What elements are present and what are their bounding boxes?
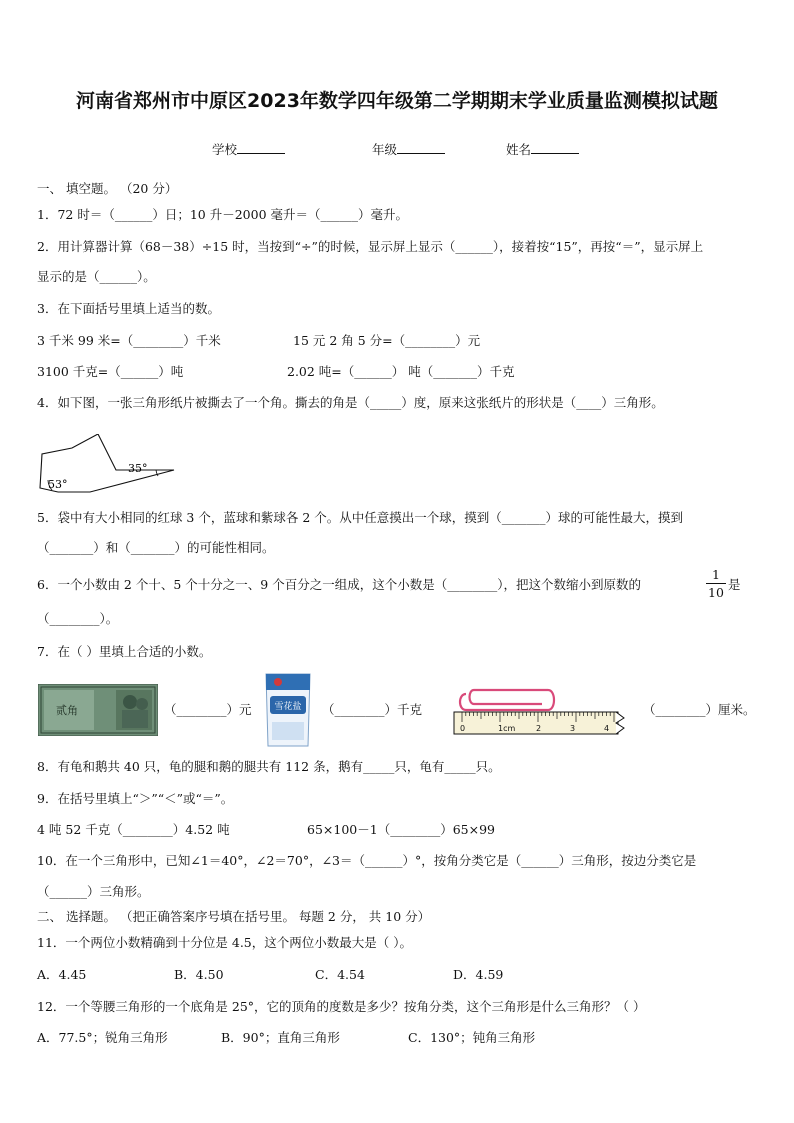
- question-12-option-a[interactable]: A．77.5°；锐角三角形: [37, 1030, 168, 1045]
- question-11-option-b[interactable]: B．4.50: [174, 967, 224, 982]
- question-11: 11．一个两位小数精确到十分位是 4.5，这个两位小数最大是（ ）。: [37, 935, 412, 950]
- question-3d: 2.02 吨=（______） 吨（_______）千克: [287, 364, 515, 379]
- question-2-line-1: 2．用计算器计算（68－38）÷15 时，当按到“÷”的时候，显示屏上显示（______），接着按“15”，再按“＝”，显示屏上: [37, 239, 704, 254]
- question-9: 9．在括号里填上“＞”“＜”或“＝”。: [37, 791, 234, 806]
- question-7-money-blank: （________）元: [164, 702, 252, 717]
- question-6-line-2: （________）。: [37, 611, 119, 626]
- fraction-one-tenth: 1 10: [706, 567, 726, 600]
- ruler-label-1: 1cm: [498, 724, 516, 733]
- question-1: 1．72 时＝（______）日；10 升－2000 毫升＝（______）毫升。: [37, 207, 408, 222]
- ruler-label-0: 0: [460, 724, 466, 733]
- banknote-image: [38, 684, 158, 736]
- question-3: 3．在下面括号里填上适当的数。: [37, 301, 220, 316]
- question-6-tail: 是: [728, 577, 741, 592]
- question-3a: 3 千米 99 米=（________）千米: [37, 333, 221, 348]
- banknote-label: 贰角: [56, 704, 78, 717]
- question-8: 8．有龟和鹅共 40 只，龟的腿和鹅的腿共有 112 条，鹅有_____只，龟有_____只。: [37, 759, 501, 774]
- question-10-line-1: 10．在一个三角形中，已知∠1＝40°，∠2＝70°，∠3＝（______）°，按角分类它是（______）三角形，按边分类它是: [37, 853, 697, 868]
- question-3c: 3100 千克=（______）吨: [37, 364, 184, 379]
- grade-field[interactable]: 年级: [372, 140, 445, 158]
- angle-53-label: 53°: [48, 478, 68, 491]
- question-11-option-d[interactable]: D．4.59: [453, 967, 504, 982]
- school-field[interactable]: 学校: [212, 140, 285, 158]
- question-2-line-2: 显示的是（______）。: [37, 269, 156, 284]
- question-4: 4．如下图，一张三角形纸片被撕去了一个角。撕去的角是（_____）度，原来这张纸片的形状是（____）三角形。: [37, 395, 664, 410]
- question-11-option-a[interactable]: A．4.45: [37, 967, 87, 982]
- name-field[interactable]: 姓名: [506, 140, 579, 158]
- question-3b: 15 元 2 角 5 分=（________）元: [293, 333, 481, 348]
- angle-35-label: 35°: [128, 462, 148, 475]
- section-1-heading: 一、 填空题。 （20 分）: [37, 181, 178, 196]
- question-12-option-b[interactable]: B．90°；直角三角形: [221, 1030, 340, 1045]
- ruler-label-2: 2: [536, 724, 542, 733]
- question-9a: 4 吨 52 千克（________）4.52 吨: [37, 822, 230, 837]
- question-7-salt-blank: （________）千克: [322, 702, 423, 717]
- ruler-label-4: 4: [604, 724, 610, 733]
- question-9b: 65×100－1（________）65×99: [307, 822, 495, 837]
- question-6-line-1: 6．一个小数由 2 个十、5 个十分之一、9 个百分之一组成，这个小数是（________），把这个数缩小到原数的: [37, 577, 641, 592]
- question-5-line-2: （_______）和（_______）的可能性相同。: [37, 540, 275, 555]
- section-2-heading: 二、 选择题。 （把正确答案序号填在括号里。 每题 2 分， 共 10 分）: [37, 909, 431, 924]
- torn-triangle-figure: [38, 434, 178, 496]
- page-title: 河南省郑州市中原区2023年数学四年级第二学期期末学业质量监测模拟试题: [76, 90, 718, 112]
- ruler-paperclip-image: [452, 684, 628, 738]
- question-12-option-c[interactable]: C．130°；钝角三角形: [408, 1030, 536, 1045]
- ruler-label-3: 3: [570, 724, 576, 733]
- question-7-ruler-blank: （________）厘米。: [643, 702, 756, 717]
- question-5-line-1: 5．袋中有大小相同的红球 3 个，蓝球和紫球各 2 个。从中任意摸出一个球，摸到（_______）球的可能性最大，摸到: [37, 510, 684, 525]
- salt-bag-image: [262, 668, 314, 750]
- question-10-line-2: （______）三角形。: [37, 884, 150, 899]
- question-12: 12．一个等腰三角形的一个底角是 25°，它的顶角的度数是多少？按角分类，这个三角形是什么三角形？（ ）: [37, 999, 646, 1014]
- salt-brand-label: 雪花盐: [274, 702, 302, 712]
- question-7: 7．在（ ）里填上合适的小数。: [37, 644, 212, 659]
- question-11-option-c[interactable]: C．4.54: [315, 967, 365, 982]
- student-info-row: [0, 140, 794, 160]
